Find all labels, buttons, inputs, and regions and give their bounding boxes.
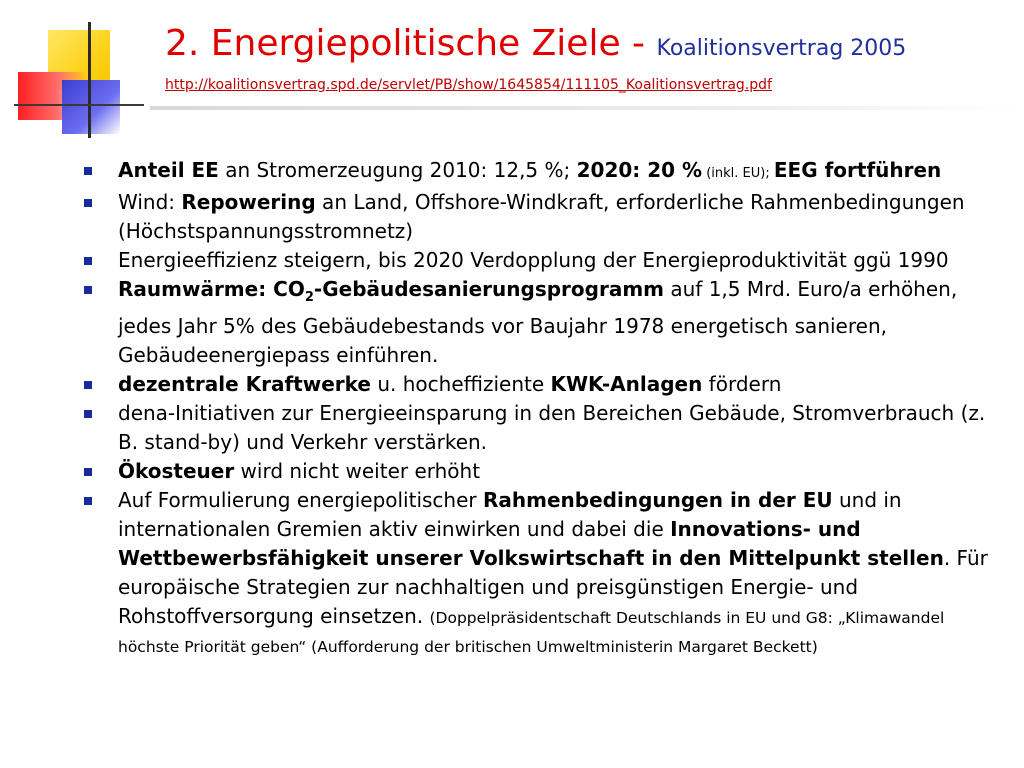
title-main: 2. Energiepolitische Ziele [165,23,621,64]
bullet-text: -Gebäudesanierungsprogramm [313,277,665,301]
bullet-text: . Für europäische Strategien zur nachhaltigen und preisgünstigen Energie- und Rohstoffversorgung einsetzen. [118,546,988,628]
bullet-text: Repowering [181,190,316,214]
bullet-text: Ökosteuer [118,459,235,483]
bullet-text: Rahmenbedingungen in der EU [483,488,833,512]
bullet-text: dena-Initiativen zur Energieeinsparung in den Bereichen Gebäude, Stromverbrauch (z. B. stand-by) und Verkehr verstärken. [118,401,986,454]
bullet-text: Auf Formulierung energiepolitischer [118,488,483,512]
bullet-item [84,246,1004,275]
bullet-square-icon [84,199,92,207]
bullet-square-icon [84,257,92,265]
bullet-square-icon [84,497,92,505]
subscript: 2 [304,290,314,305]
slide-title [165,22,1015,71]
bullet-text: auf 1,5 Mrd. Euro/a erhöhen, jedes Jahr 5% des Gebäudebestands vor Baujahr 1978 energetisch sanieren, Gebäudeenergiepass einführen. [118,277,958,367]
bullet-item [84,188,1004,246]
bullet-item [84,156,1004,188]
bullet-item [84,457,1004,486]
source-link[interactable]: http://koalitionsvertrag.spd.de/servlet/PB/show/1645854/111105_Koalitionsvertrag.pdf [165,77,772,93]
bullet-text: 2020: 20 % [576,158,703,182]
title-dash: - [620,23,657,64]
vertical-line [88,22,91,138]
bullet-note: (Doppelpräsidentschaft Deutschlands in EU und G8: „Klimawandel höchste Priorität geben“ (Aufforderung der britischen Umweltministerin Margaret Beckett) [118,609,945,656]
horizontal-line [14,104,144,106]
bullet-text: Wind: [118,190,182,214]
bullet-text: Innovations- und Wettbewerbsfähigkeit unserer Volkswirtschaft in den Mittelpunkt stellen [118,517,944,570]
bullet-list [84,156,1004,660]
bullet-square-icon [84,167,92,175]
bullet-text: fördern [702,372,782,396]
bullet-text: und in internationalen Gremien aktiv einwirken und dabei die [118,488,902,541]
bullet-square-icon [84,468,92,476]
bullet-text: Raumwärme: CO [118,277,305,301]
bullet-square-icon [84,286,92,294]
bullet-text: dezentrale Kraftwerke [118,372,371,396]
blue-square [62,80,120,134]
decorative-squares [0,0,160,150]
title-subtitle: Koalitionsvertrag 2005 [656,36,907,61]
bullet-text: Anteil EE [118,158,219,182]
bullet-item [84,275,1004,370]
bullet-text: an Stromerzeugung 2010: 12,5 %; [218,158,577,182]
bullet-item [84,486,1004,660]
bullet-text: KWK-Anlagen [550,372,703,396]
bullet-text: EEG fortführen [773,158,942,182]
bullet-note: (inkl. EU); [702,166,774,181]
bullet-square-icon [84,410,92,418]
bullet-text: an Land, Offshore-Windkraft, erforderliche Rahmenbedingungen (Höchstspannungsstromnetz) [118,190,965,243]
title-divider [150,106,1024,110]
bullet-text: Energieeffizienz steigern, bis 2020 Verdopplung der Energieproduktivität ggü 1990 [118,248,949,272]
bullet-item [84,399,1004,457]
bullet-square-icon [84,381,92,389]
bullet-text: wird nicht weiter erhöht [234,459,481,483]
bullet-text: u. hocheffiziente [370,372,551,396]
bullet-item [84,370,1004,399]
